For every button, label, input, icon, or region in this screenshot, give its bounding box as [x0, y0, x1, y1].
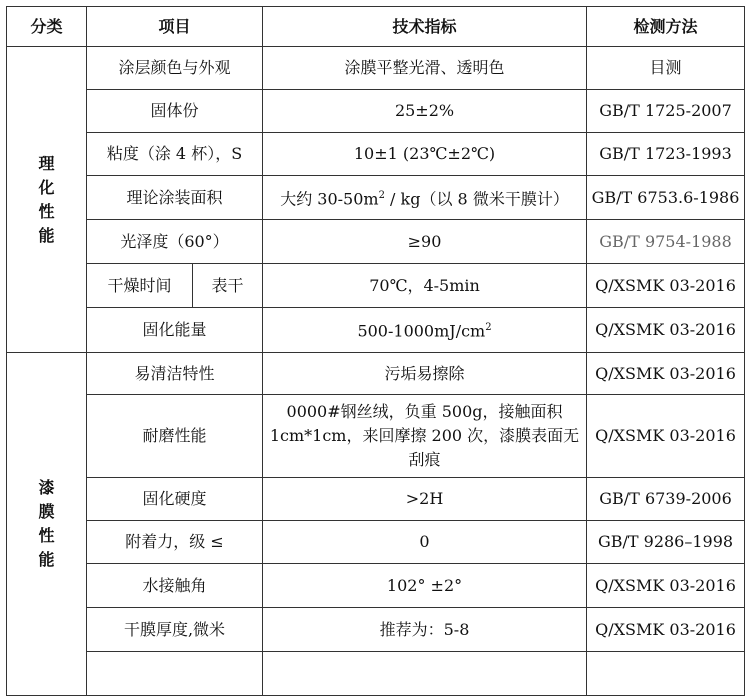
table-row: [7, 353, 745, 395]
superscript: 2: [485, 322, 492, 334]
item-cell: 水接触角: [87, 564, 263, 608]
table-row: [7, 264, 745, 308]
header-row: [7, 7, 745, 47]
table-row: [7, 133, 745, 176]
item-cell: 涂层颜色与外观: [87, 47, 263, 90]
category-char: 理: [38, 153, 55, 173]
item-cell: [87, 652, 263, 696]
header-method: 检测方法: [587, 7, 745, 47]
method-cell: GB/T 9286–1998: [587, 521, 745, 564]
table-row: [7, 395, 745, 478]
spec-text: / kg（以 8 微米干膜计）: [384, 189, 569, 209]
method-cell: Q/XSMK 03-2016: [587, 264, 745, 308]
table-row: [7, 652, 745, 696]
spec-cell: 污垢易擦除: [263, 353, 587, 395]
method-cell: Q/XSMK 03-2016: [587, 564, 745, 608]
item-cell: 理论涂装面积: [87, 176, 263, 220]
header-spec: 技术指标: [263, 7, 587, 47]
category-char: 能: [38, 550, 55, 569]
spec-cell: 0000#钢丝绒，负重 500g，接触面积 1cm*1cm，来回摩擦 200 次，漆膜表面无刮痕: [263, 395, 587, 478]
item-cell: 固化硬度: [87, 478, 263, 521]
method-cell: GB/T 9754-1988: [587, 220, 745, 264]
item-cell: 附着力，级 ≤: [87, 521, 263, 564]
category-char: 漆: [38, 478, 55, 497]
table-row: [7, 47, 745, 90]
spec-cell: >2H: [263, 478, 587, 521]
spec-cell: 70℃，4-5min: [263, 264, 587, 308]
item-cell: 粘度（涂 4 杯），S: [87, 133, 263, 176]
method-cell: GB/T 6739-2006: [587, 478, 745, 521]
spec-cell: 推荐为：5-8: [263, 608, 587, 652]
category-physicochemical: [7, 47, 87, 353]
method-cell: Q/XSMK 03-2016: [587, 353, 745, 395]
category-char: 化: [38, 177, 55, 197]
category-char: 膜: [38, 502, 55, 521]
method-cell: GB/T 6753.6-1986: [587, 176, 745, 220]
item-cell: 固体份: [87, 90, 263, 133]
table-row: [7, 521, 745, 564]
method-cell: Q/XSMK 03-2016: [587, 308, 745, 353]
spec-cell: [263, 176, 587, 220]
method-cell: GB/T 1723-1993: [587, 133, 745, 176]
table-row: [7, 564, 745, 608]
category-film: [7, 353, 87, 696]
table-row: [7, 308, 745, 353]
spec-cell: 25±2%: [263, 90, 587, 133]
item-cell: 光泽度（60°）: [87, 220, 263, 264]
spec-cell: 102° ±2°: [263, 564, 587, 608]
item-cell: 易清洁特性: [87, 353, 263, 395]
item-cell: 干燥时间: [87, 264, 193, 308]
table-row: [7, 478, 745, 521]
table-row: [7, 90, 745, 133]
spec-table: [6, 6, 745, 696]
subitem-cell: 表干: [193, 264, 263, 308]
spec-cell: 涂膜平整光滑、透明色: [263, 47, 587, 90]
method-cell: 目测: [587, 47, 745, 90]
table-row: [7, 176, 745, 220]
method-cell: GB/T 1725-2007: [587, 90, 745, 133]
spec-cell: 0: [263, 521, 587, 564]
category-char: 性: [38, 526, 55, 545]
spec-text: 500-1000mJ/cm: [357, 321, 486, 341]
item-cell: 耐磨性能: [87, 395, 263, 478]
category-char: 能: [38, 225, 55, 245]
spec-cell: 10±1 (23℃±2℃): [263, 133, 587, 176]
table-row: [7, 220, 745, 264]
header-category: 分类: [7, 7, 87, 47]
method-cell: [587, 652, 745, 696]
spec-cell: [263, 308, 587, 353]
method-cell: Q/XSMK 03-2016: [587, 395, 745, 478]
item-cell: 干膜厚度,微米: [87, 608, 263, 652]
header-item: 项目: [87, 7, 263, 47]
superscript: 2: [378, 189, 385, 201]
spec-cell: ≥90: [263, 220, 587, 264]
spec-cell: [263, 652, 587, 696]
category-char: 性: [38, 201, 55, 221]
method-cell: Q/XSMK 03-2016: [587, 608, 745, 652]
item-cell: 固化能量: [87, 308, 263, 353]
spec-text: 大约 30-50m: [280, 189, 379, 209]
table-row: [7, 608, 745, 652]
